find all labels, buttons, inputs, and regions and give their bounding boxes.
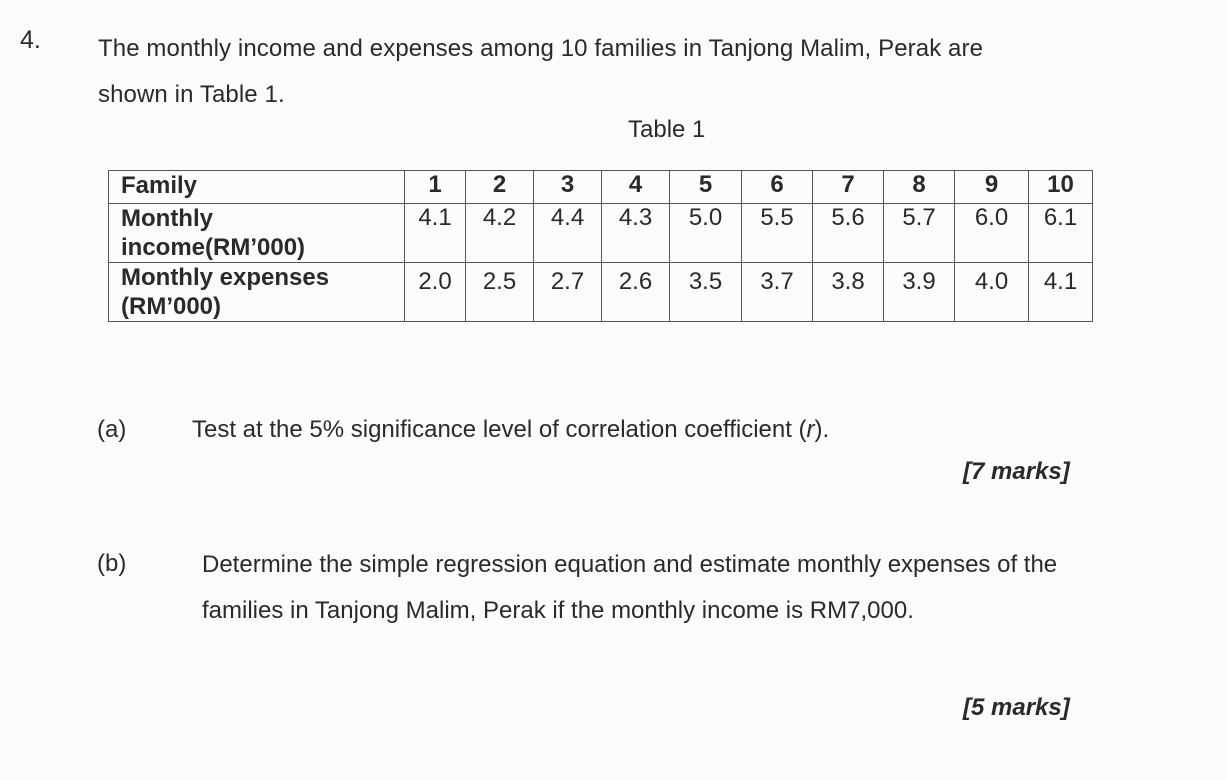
data-table xyxy=(108,170,1093,322)
expenses-cell: 2.5 xyxy=(466,263,534,322)
income-cell: 4.2 xyxy=(466,204,534,263)
question-number: 4. xyxy=(20,26,41,54)
income-cell: 6.1 xyxy=(1029,204,1093,263)
row-header-family: Family xyxy=(109,171,405,204)
table-row-expenses xyxy=(109,263,1093,322)
expenses-cell: 4.1 xyxy=(1029,263,1093,322)
income-cell: 5.6 xyxy=(813,204,884,263)
row-header-income-line-1: Monthly xyxy=(121,205,213,232)
family-cell: 1 xyxy=(405,171,466,204)
part-a-text-after: ). xyxy=(814,416,830,443)
expenses-cell: 3.8 xyxy=(813,263,884,322)
income-cell: 4.3 xyxy=(602,204,670,263)
income-cell: 5.5 xyxy=(742,204,813,263)
income-cell: 4.1 xyxy=(405,204,466,263)
row-header-income-line-2: income(RM’000) xyxy=(121,234,306,261)
family-cell: 10 xyxy=(1029,171,1093,204)
table-row-family xyxy=(109,171,1093,204)
part-a-text-before: Test at the 5% significance level of correlation coefficient ( xyxy=(192,416,807,443)
expenses-cell: 2.6 xyxy=(602,263,670,322)
row-header-income xyxy=(109,204,405,263)
intro-line-1: The monthly income and expenses among 10 families in Tanjong Malim, Perak are xyxy=(98,35,984,62)
question-intro xyxy=(98,26,1118,118)
income-cell: 5.7 xyxy=(884,204,955,263)
expenses-cell: 2.7 xyxy=(534,263,602,322)
row-header-expenses xyxy=(109,263,405,322)
family-cell: 4 xyxy=(602,171,670,204)
income-cell: 4.4 xyxy=(534,204,602,263)
expenses-cell: 3.5 xyxy=(670,263,742,322)
row-header-expenses-line-1: Monthly expenses xyxy=(121,264,330,291)
part-a-label: (a) xyxy=(97,416,127,443)
part-a-text-italic: r xyxy=(806,416,815,443)
part-b-label: (b) xyxy=(97,550,127,577)
part-a-marks: [7 marks] xyxy=(963,458,1070,485)
row-header-expenses-line-2: (RM’000) xyxy=(121,293,222,320)
family-cell: 5 xyxy=(670,171,742,204)
family-cell: 8 xyxy=(884,171,955,204)
part-b-text: Determine the simple regression equation and estimate monthly expenses of the families in Tanjong Malim, Perak if the monthly income is RM7,000. xyxy=(202,551,1058,624)
expenses-cell: 2.0 xyxy=(405,263,466,322)
expenses-cell: 3.7 xyxy=(742,263,813,322)
expenses-cell: 4.0 xyxy=(955,263,1029,322)
part-b-marks: [5 marks] xyxy=(963,694,1070,721)
family-cell: 6 xyxy=(742,171,813,204)
income-cell: 5.0 xyxy=(670,204,742,263)
table-row-income xyxy=(109,204,1093,263)
family-cell: 9 xyxy=(955,171,1029,204)
table-caption: Table 1 xyxy=(628,116,706,143)
part-a-text xyxy=(192,416,829,444)
family-cell: 2 xyxy=(466,171,534,204)
family-cell: 7 xyxy=(813,171,884,204)
intro-line-2: shown in Table 1. xyxy=(98,81,285,108)
expenses-cell: 3.9 xyxy=(884,263,955,322)
family-cell: 3 xyxy=(534,171,602,204)
income-cell: 6.0 xyxy=(955,204,1029,263)
